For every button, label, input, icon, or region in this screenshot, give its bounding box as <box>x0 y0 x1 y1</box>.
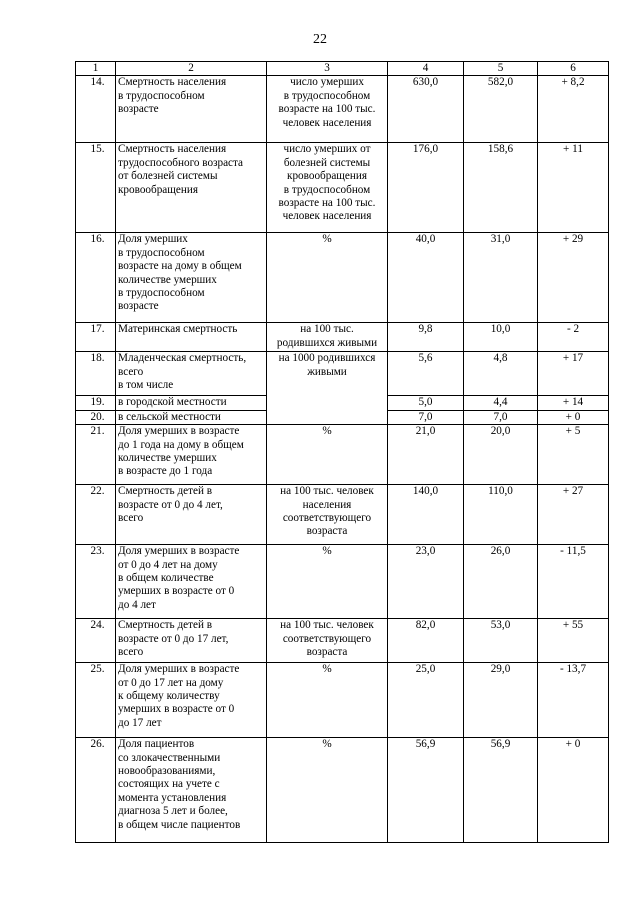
unit-cell: % <box>267 738 388 843</box>
table-row <box>76 323 609 352</box>
value-col4: 40,0 <box>388 233 464 323</box>
unit-cell: % <box>267 425 388 485</box>
value-col5: 158,6 <box>464 143 538 233</box>
column-header: 4 <box>388 62 464 76</box>
table-row <box>76 352 609 396</box>
value-col4: 23,0 <box>388 545 464 619</box>
change-cell: + 11 <box>538 143 609 233</box>
value-col4: 56,9 <box>388 738 464 843</box>
indicator-name: Материнская смертность <box>116 323 267 352</box>
row-number: 24. <box>76 619 116 663</box>
value-col5: 20,0 <box>464 425 538 485</box>
value-col5: 4,8 <box>464 352 538 396</box>
table-row <box>76 233 609 323</box>
row-number: 14. <box>76 76 116 143</box>
indicator-name: Доля пациентов со злокачественными новообразованиями, состоящих на учете с момента установления диагноза 5 лет и более, в общем числе пациентов <box>116 738 267 843</box>
change-cell: + 8,2 <box>538 76 609 143</box>
value-col4: 9,8 <box>388 323 464 352</box>
value-col4: 5,6 <box>388 352 464 396</box>
table-row <box>76 425 609 485</box>
table-row <box>76 619 609 663</box>
row-number: 23. <box>76 545 116 619</box>
unit-cell: % <box>267 545 388 619</box>
value-col5: 582,0 <box>464 76 538 143</box>
indicators-table <box>75 61 609 843</box>
table-row <box>76 76 609 143</box>
change-cell: + 17 <box>538 352 609 396</box>
change-cell: + 27 <box>538 485 609 545</box>
indicator-name: в сельской местности <box>116 410 267 424</box>
unit-cell: число умерших от болезней системы кровообращения в трудоспособном возрасте на 100 тыс. человек населения <box>267 143 388 233</box>
indicator-name: Смертность детей в возрасте от 0 до 4 лет, всего <box>116 485 267 545</box>
change-cell: - 13,7 <box>538 663 609 738</box>
change-cell: + 14 <box>538 396 609 410</box>
row-number: 22. <box>76 485 116 545</box>
unit-cell: число умерших в трудоспособном возрасте на 100 тыс. человек населения <box>267 76 388 143</box>
indicator-name: Доля умерших в возрасте от 0 до 17 лет на дому к общему количеству умерших в возрасте от 0 до 17 лет <box>116 663 267 738</box>
column-header: 5 <box>464 62 538 76</box>
column-header: 6 <box>538 62 609 76</box>
table-row <box>76 143 609 233</box>
column-header: 3 <box>267 62 388 76</box>
indicator-name: Смертность населения трудоспособного возраста от болезней системы кровообращения <box>116 143 267 233</box>
unit-cell: на 1000 родившихся живыми <box>267 352 388 425</box>
value-col4: 140,0 <box>388 485 464 545</box>
unit-cell: на 100 тыс. человек соответствующего возраста <box>267 619 388 663</box>
table-row <box>76 485 609 545</box>
unit-cell: % <box>267 663 388 738</box>
change-cell: + 55 <box>538 619 609 663</box>
value-col5: 10,0 <box>464 323 538 352</box>
change-cell: + 5 <box>538 425 609 485</box>
row-number: 15. <box>76 143 116 233</box>
table-header-row <box>76 62 609 76</box>
column-header: 1 <box>76 62 116 76</box>
value-col4: 25,0 <box>388 663 464 738</box>
change-cell: + 29 <box>538 233 609 323</box>
indicator-name: Смертность детей в возрасте от 0 до 17 лет, всего <box>116 619 267 663</box>
value-col5: 110,0 <box>464 485 538 545</box>
value-col4: 5,0 <box>388 396 464 410</box>
value-col4: 176,0 <box>388 143 464 233</box>
value-col4: 7,0 <box>388 410 464 424</box>
row-number: 16. <box>76 233 116 323</box>
page-number: 22 <box>313 32 327 47</box>
row-number: 18. <box>76 352 116 396</box>
row-number: 17. <box>76 323 116 352</box>
row-number: 20. <box>76 410 116 424</box>
unit-cell: % <box>267 233 388 323</box>
row-number: 26. <box>76 738 116 843</box>
change-cell: - 2 <box>538 323 609 352</box>
indicator-name: Доля умерших в возрасте до 1 года на дому в общем количестве умерших в возрасте до 1 года <box>116 425 267 485</box>
column-header: 2 <box>116 62 267 76</box>
value-col5: 26,0 <box>464 545 538 619</box>
change-cell: + 0 <box>538 410 609 424</box>
value-col5: 7,0 <box>464 410 538 424</box>
value-col5: 29,0 <box>464 663 538 738</box>
value-col4: 82,0 <box>388 619 464 663</box>
unit-cell: на 100 тыс. родившихся живыми <box>267 323 388 352</box>
row-number: 21. <box>76 425 116 485</box>
table-row <box>76 738 609 843</box>
value-col4: 630,0 <box>388 76 464 143</box>
indicator-name: Доля умерших в трудоспособном возрасте на дому в общем количестве умерших в трудоспособном возрасте <box>116 233 267 323</box>
change-cell: - 11,5 <box>538 545 609 619</box>
table-row <box>76 663 609 738</box>
unit-cell: на 100 тыс. человек населения соответствующего возраста <box>267 485 388 545</box>
value-col5: 56,9 <box>464 738 538 843</box>
value-col5: 53,0 <box>464 619 538 663</box>
indicator-name: в городской местности <box>116 396 267 410</box>
value-col5: 4,4 <box>464 396 538 410</box>
table-row <box>76 545 609 619</box>
row-number: 19. <box>76 396 116 410</box>
change-cell: + 0 <box>538 738 609 843</box>
indicator-name: Младенческая смертность, всего в том числе <box>116 352 267 396</box>
row-number: 25. <box>76 663 116 738</box>
indicator-name: Доля умерших в возрасте от 0 до 4 лет на дому в общем количестве умерших в возрасте от 0 до 4 лет <box>116 545 267 619</box>
value-col5: 31,0 <box>464 233 538 323</box>
value-col4: 21,0 <box>388 425 464 485</box>
indicator-name: Смертность населения в трудоспособном возрасте <box>116 76 267 143</box>
